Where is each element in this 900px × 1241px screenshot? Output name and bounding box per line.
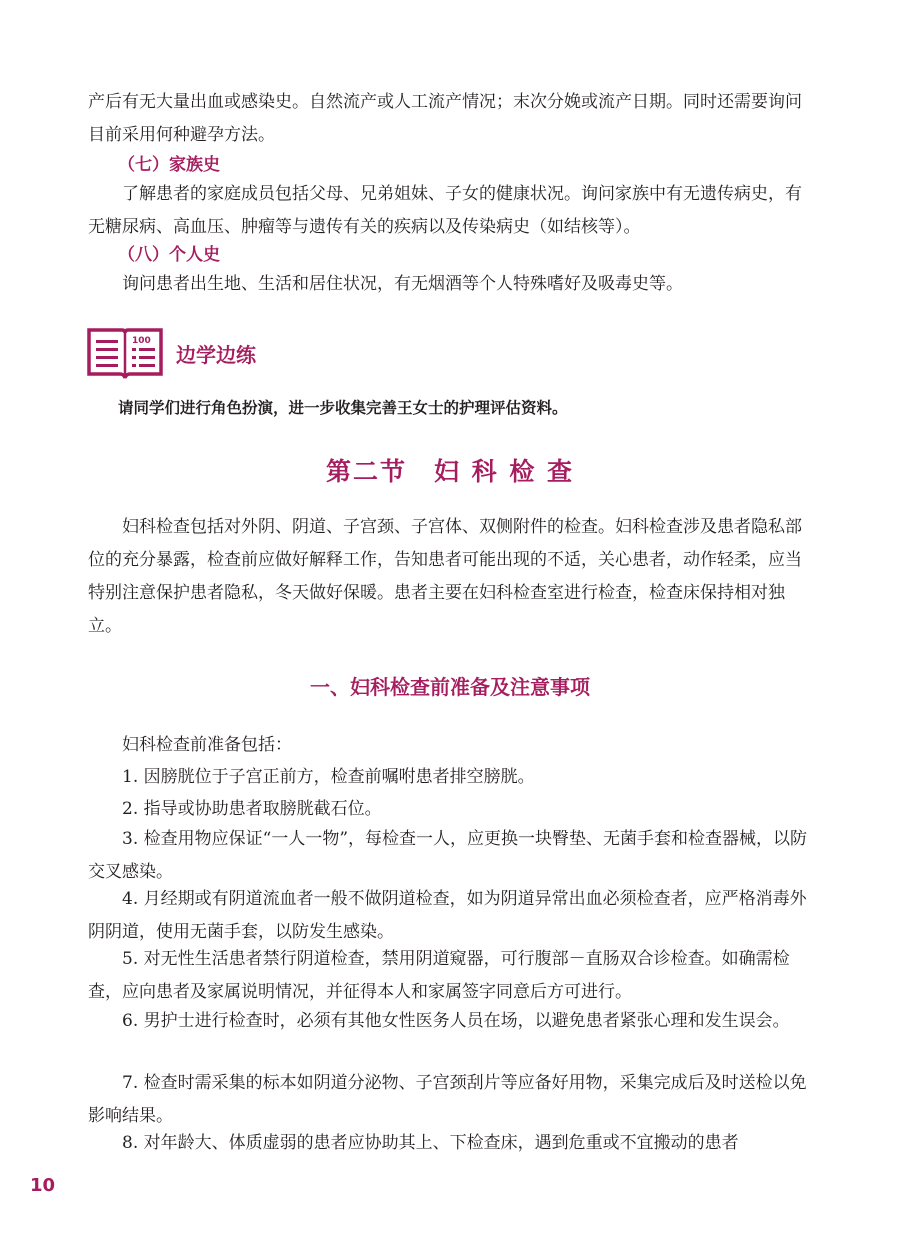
list-item-5: 5. 对无性生活患者禁行阴道检查，禁用阴道窥器，可行腹部－直肠双合诊检查。如确需检查，应向患者及家属说明情况，并征得本人和家属签字同意后方可进行。 [88,949,790,1002]
paragraph-personal-history: 询问患者出生地、生活和居住状况，有无烟酒等个人特殊嗜好及吸毒史等。 [122,274,683,294]
paragraph-family-history: 了解患者的家庭成员包括父母、兄弟姐妹、子女的健康状况。询问家族中有无遗传病史，有无糖尿病、高血压、肿瘤等与遗传有关的疾病以及传染病史（如结核等）。 [88,184,802,237]
heading-family-history: （七）家族史 [118,155,220,175]
icon-badge-label: 100 [132,336,151,346]
subsection-title: 一、妇科检查前准备及注意事项 [310,675,590,699]
open-book-icon [86,324,164,380]
list-item-1: 1. 因膀胱位于子宫正前方，检查前嘱咐患者排空膀胱。 [122,767,535,787]
list-item-4: 4. 月经期或有阴道流血者一般不做阴道检查，如为阴道异常出血必须检查者，应严格消毒外阴阴道，使用无菌手套，以防发生感染。 [88,889,807,942]
list-item-7: 7. 检查时需采集的标本如阴道分泌物、子宫颈刮片等应备好用物，采集完成后及时送检以免影响结果。 [88,1073,807,1126]
page-number: 10 [30,1175,56,1196]
list-item-6: 6. 男护士进行检查时，必须有其他女性医务人员在场，以避免患者紧张心理和发生误会。 [122,1011,790,1031]
list-item-2: 2. 指导或协助患者取膀胱截石位。 [122,799,382,819]
paragraph-intro: 产后有无大量出血或感染史。自然流产或人工流产情况；末次分娩或流产日期。同时还需要询问目前采用何种避孕方法。 [88,92,802,145]
list-item-8: 8. 对年龄大、体质虚弱的患者应协助其上、下检查床，遇到危重或不宜搬动的患者 [122,1133,739,1153]
practice-box-text: 请同学们进行角色扮演，进一步收集完善王女士的护理评估资料。 [118,399,568,417]
paragraph-lead: 妇科检查前准备包括： [122,735,292,755]
heading-personal-history: （八）个人史 [118,245,220,265]
practice-box-title: 边学边练 [176,343,256,367]
paragraph-section-intro: 妇科检查包括对外阴、阴道、子宫颈、子宫体、双侧附件的检查。妇科检查涉及患者隐私部位的充分暴露，检查前应做好解释工作，告知患者可能出现的不适，关心患者，动作轻柔，应当特别注意保护患者隐私，冬天做好保暖。患者主要在妇科检查室进行检查，检查床保持相对独立。 [88,517,802,636]
section-title: 第二节 妇 科 检 查 [325,457,575,486]
list-item-3: 3. 检查用物应保证“一人一物”，每检查一人，应更换一块臀垫、无菌手套和检查器械，以防交叉感染。 [88,829,808,882]
